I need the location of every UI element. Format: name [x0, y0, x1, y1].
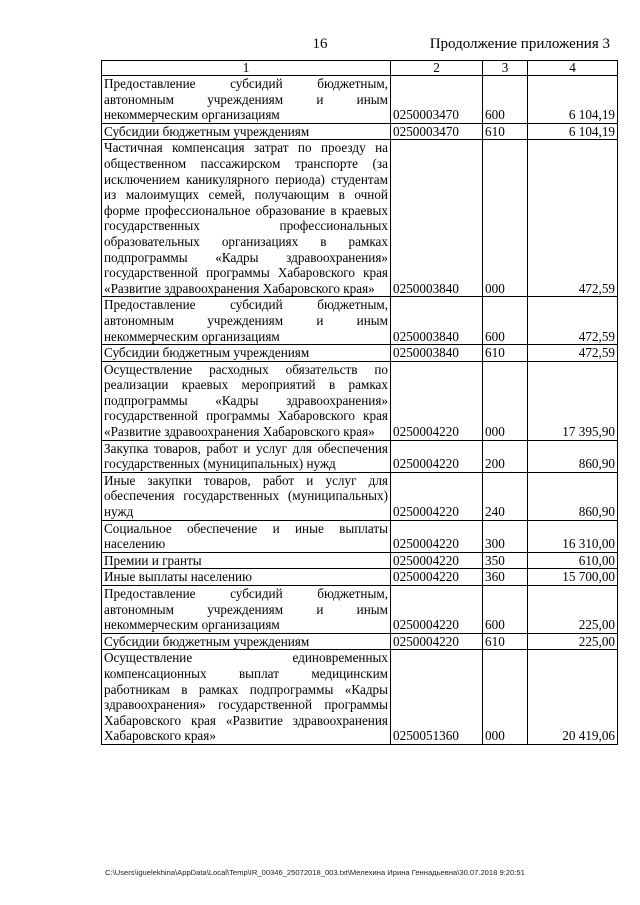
table-row: [102, 345, 618, 362]
row-name: Иные выплаты населению: [102, 569, 391, 586]
continuation-label: Продолжение приложения 3: [429, 36, 610, 52]
row-type: 350: [483, 552, 528, 569]
row-amount: 860,90: [528, 472, 618, 520]
table-row: [102, 297, 618, 345]
row-type: 300: [483, 520, 528, 552]
table-row: [102, 552, 618, 569]
row-amount: 6 104,19: [528, 76, 618, 124]
table-header-row: [102, 61, 618, 76]
row-type: 610: [483, 345, 528, 362]
row-amount: 225,00: [528, 633, 618, 650]
row-code: 0250003470: [391, 123, 483, 140]
column-header: 2: [391, 61, 483, 76]
row-code: 0250004220: [391, 520, 483, 552]
row-type: 000: [483, 361, 528, 440]
row-type: 000: [483, 650, 528, 745]
footer-file-path: C:\Users\iguelekhina\AppData\Local\Temp\IR_00346_25072018_003.txt\Мелехина Ирина Геннадьевна\30.07.2018 9:20:51: [105, 868, 525, 877]
row-type: 610: [483, 123, 528, 140]
row-name: Предоставление субсидий бюджетным, автономным учреждениям и иным некоммерческим организациям: [102, 297, 391, 345]
row-code: 0250004220: [391, 586, 483, 634]
row-code: 0250004220: [391, 361, 483, 440]
table-row: [102, 633, 618, 650]
row-name: Социальное обеспечение и иные выплаты населению: [102, 520, 391, 552]
row-type: 240: [483, 472, 528, 520]
table-row: [102, 361, 618, 440]
row-code: 0250003840: [391, 297, 483, 345]
row-amount: 860,90: [528, 440, 618, 472]
row-code: 0250003840: [391, 345, 483, 362]
page-number: 16: [312, 36, 328, 52]
row-amount: 610,00: [528, 552, 618, 569]
row-code: 0250051360: [391, 650, 483, 745]
row-name: Предоставление субсидий бюджетным, автономным учреждениям и иным некоммерческим организациям: [102, 76, 391, 124]
table-row: [102, 440, 618, 472]
row-type: 000: [483, 140, 528, 297]
row-type: 200: [483, 440, 528, 472]
column-header: 3: [483, 61, 528, 76]
table-row: [102, 650, 618, 745]
row-name: Субсидии бюджетным учреждениям: [102, 633, 391, 650]
row-name: Премии и гранты: [102, 552, 391, 569]
column-header: 1: [102, 61, 391, 76]
row-code: 0250004220: [391, 633, 483, 650]
row-name: Закупка товаров, работ и услуг для обеспечения государственных (муниципальных) нужд: [102, 440, 391, 472]
row-amount: 225,00: [528, 586, 618, 634]
row-code: 0250004220: [391, 552, 483, 569]
table-row: [102, 472, 618, 520]
table-row: [102, 520, 618, 552]
row-name: Осуществление единовременных компенсационных выплат медицинским работникам в рамках подпрограммы «Кадры здравоохранения» государственной программы Хабаровского края «Развитие здравоохранения Хабаровского края»: [102, 650, 391, 745]
row-name: Предоставление субсидий бюджетным, автономным учреждениям и иным некоммерческим организациям: [102, 586, 391, 634]
row-type: 600: [483, 76, 528, 124]
row-amount: 16 310,00: [528, 520, 618, 552]
column-header: 4: [528, 61, 618, 76]
row-amount: 17 395,90: [528, 361, 618, 440]
row-type: 600: [483, 297, 528, 345]
table-row: [102, 123, 618, 140]
table-row: [102, 569, 618, 586]
row-amount: 15 700,00: [528, 569, 618, 586]
row-type: 600: [483, 586, 528, 634]
row-name: Частичная компенсация затрат по проезду на общественном пассажирском транспорте (за исключением каникулярного периода) студентам из малоимущих семей, получающим в очной форме профессиональное образование в краевых государственных профессиональных образовательных организациях в рамках подпрограммы «Кадры здравоохранения» государственной программы Хабаровского края «Развитие здравоохранения Хабаровского края»: [102, 140, 391, 297]
row-amount: 472,59: [528, 140, 618, 297]
row-amount: 20 419,06: [528, 650, 618, 745]
row-code: 0250003470: [391, 76, 483, 124]
row-name: Осуществление расходных обязательств по реализации краевых мероприятий в рамках подпрограммы «Кадры здравоохранения» государственной программы Хабаровского края «Развитие здравоохранения Хабаровского края»: [102, 361, 391, 440]
row-amount: 472,59: [528, 297, 618, 345]
budget-table: [101, 60, 618, 745]
row-amount: 6 104,19: [528, 123, 618, 140]
table-row: [102, 76, 618, 124]
row-type: 610: [483, 633, 528, 650]
row-code: 0250004220: [391, 440, 483, 472]
row-amount: 472,59: [528, 345, 618, 362]
row-name: Субсидии бюджетным учреждениям: [102, 123, 391, 140]
row-name: Субсидии бюджетным учреждениям: [102, 345, 391, 362]
row-code: 0250004220: [391, 472, 483, 520]
row-code: 0250004220: [391, 569, 483, 586]
table-row: [102, 586, 618, 634]
row-code: 0250003840: [391, 140, 483, 297]
row-type: 360: [483, 569, 528, 586]
table-row: [102, 140, 618, 297]
row-name: Иные закупки товаров, работ и услуг для обеспечения государственных (муниципальных) нужд: [102, 472, 391, 520]
